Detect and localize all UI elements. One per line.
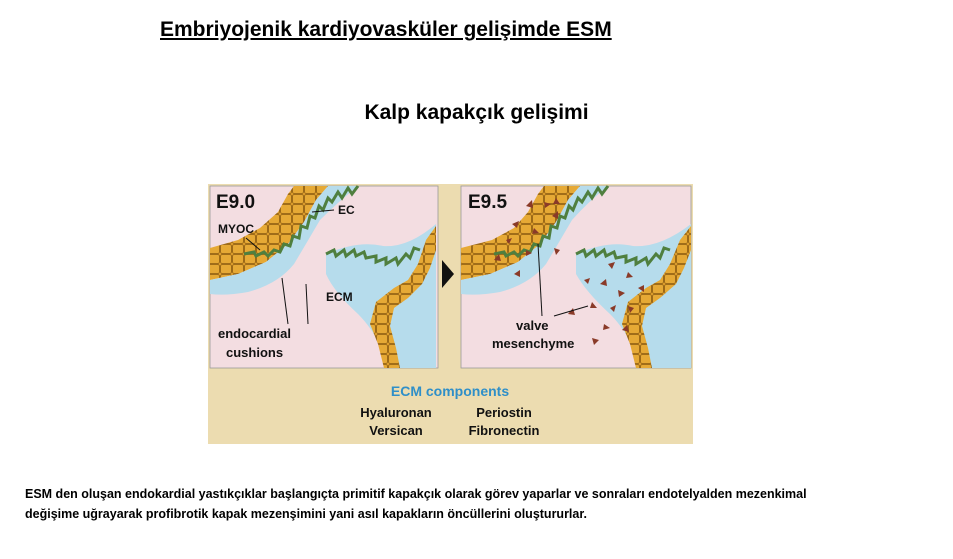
label-endocardial: endocardial <box>218 326 291 341</box>
label-valve: valve <box>516 318 549 333</box>
stage-label-e9-5: E9.5 <box>468 192 508 213</box>
component-hyaluronan: Hyaluronan <box>360 405 432 420</box>
label-myoc: MYOC <box>218 222 254 236</box>
caption <box>25 484 935 524</box>
heart-valve-development-figure <box>208 184 693 444</box>
right-panel-e9-5 <box>461 186 691 368</box>
left-panel-e9-0 <box>210 186 438 368</box>
label-cushions: cushions <box>226 345 284 360</box>
caption-line-1: ESM den oluşan endokardial yastıkçıklar başlangıçta primitif kapakçık olarak görev yaparlar ve sonraları endotelyalden mezenkimal <box>25 487 807 501</box>
stage-label-e9-0: E9.0 <box>216 192 256 213</box>
component-periostin: Periostin <box>476 405 532 420</box>
section-title: Kalp kapakçık gelişimi <box>364 101 589 124</box>
caption-line-2: değişime uğrayarak profibrotik kapak mezenşimini yani asıl kapakların öncüllerini oluştururlar. <box>25 507 587 521</box>
label-ec: EC <box>338 203 355 217</box>
component-fibronectin: Fibronectin <box>468 423 540 438</box>
component-versican: Versican <box>369 423 423 438</box>
slide-title: Embriyojenik kardiyovasküler gelişimde ESM <box>160 18 612 41</box>
label-mesenchyme: mesenchyme <box>492 336 575 351</box>
label-ecm: ECM <box>326 290 353 304</box>
ecm-components-heading: ECM components <box>390 383 510 399</box>
